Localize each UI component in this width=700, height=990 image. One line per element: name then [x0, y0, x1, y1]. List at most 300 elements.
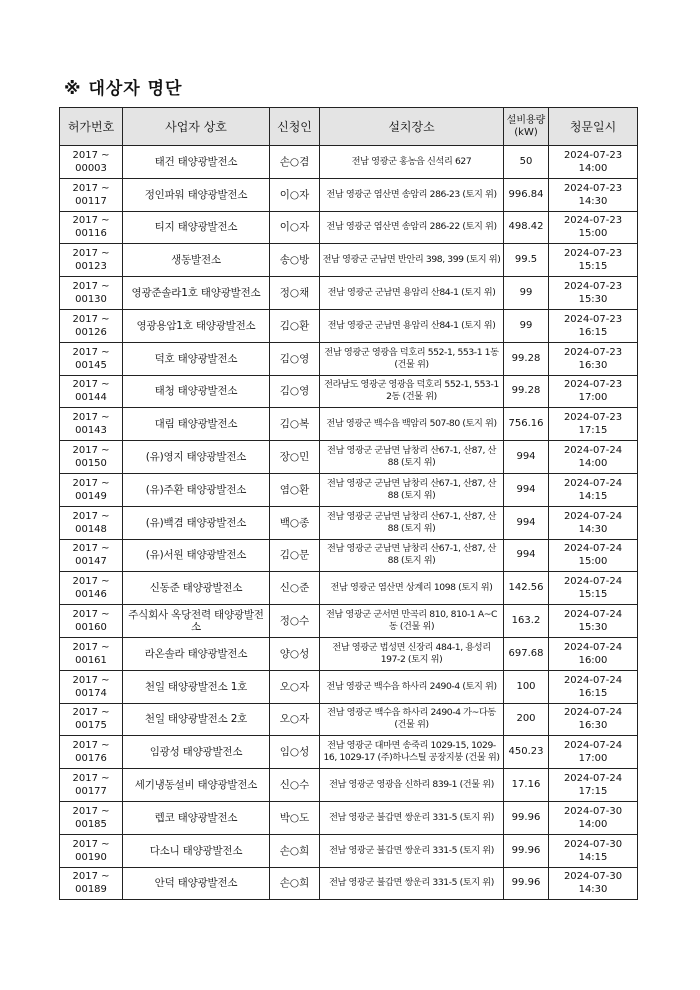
business-name-cell — [123, 769, 270, 802]
permit-year: 2017 ~ — [72, 248, 110, 260]
location-text: 전남 영광군 영광읍 신하리 839-1 (건물 위) — [329, 779, 494, 791]
permit-number-cell — [60, 769, 123, 802]
applicant-name: 김○환 — [279, 319, 310, 332]
business-name: 천일 태양광발전소 1호 — [144, 680, 248, 693]
capacity-value: 99.96 — [511, 811, 541, 823]
applicant-cell — [270, 146, 320, 179]
permit-number-cell — [60, 244, 123, 277]
table-row — [60, 801, 638, 834]
permit-year: 2017 ~ — [72, 215, 110, 227]
permit-number-cell — [60, 342, 123, 375]
hearing-datetime-cell — [549, 244, 638, 277]
applicant-name: 정○채 — [279, 287, 310, 300]
hearing-date: 2024-07-24 — [563, 510, 623, 522]
location-cell — [320, 703, 504, 736]
capacity-value: 994 — [516, 483, 536, 495]
location-cell — [320, 441, 504, 474]
target-list-table — [59, 107, 638, 900]
applicant-cell — [270, 277, 320, 310]
business-name: 티지 태양광발전소 — [154, 221, 238, 234]
applicant-cell — [270, 309, 320, 342]
permit-serial: 00117 — [75, 195, 107, 207]
location-cell — [320, 244, 504, 277]
hearing-datetime-cell — [549, 736, 638, 769]
applicant-cell — [270, 408, 320, 441]
hearing-time: 15:30 — [578, 622, 608, 634]
applicant-name: 오○자 — [279, 680, 310, 693]
hearing-date: 2024-07-23 — [563, 215, 623, 227]
capacity-value: 50 — [519, 155, 533, 167]
hearing-date: 2024-07-23 — [563, 149, 623, 161]
hearing-datetime-cell — [549, 178, 638, 211]
business-name-cell — [123, 277, 270, 310]
location-cell — [320, 867, 504, 900]
business-name-cell — [123, 178, 270, 211]
permit-year: 2017 ~ — [72, 445, 110, 457]
table-row — [60, 605, 638, 638]
permit-number-cell — [60, 146, 123, 179]
permit-serial: 00185 — [75, 818, 107, 830]
applicant-name: 김○영 — [279, 352, 310, 365]
business-name-cell — [123, 309, 270, 342]
hearing-time: 14:15 — [578, 490, 608, 502]
permit-year: 2017 ~ — [72, 182, 110, 194]
hearing-datetime-cell — [549, 309, 638, 342]
capacity-value: 142.56 — [508, 582, 544, 594]
business-name-cell — [123, 342, 270, 375]
business-name: 정인파워 태양광발전소 — [144, 188, 248, 201]
capacity-cell — [504, 408, 549, 441]
table-row — [60, 277, 638, 310]
capacity-cell — [504, 605, 549, 638]
capacity-cell — [504, 801, 549, 834]
permit-number-cell — [60, 309, 123, 342]
capacity-value: 99.28 — [511, 385, 541, 397]
header-capacity — [504, 108, 549, 146]
hearing-datetime-cell — [549, 801, 638, 834]
location-cell — [320, 769, 504, 802]
business-name-cell — [123, 834, 270, 867]
hearing-time: 16:00 — [578, 654, 608, 666]
hearing-date: 2024-07-24 — [563, 674, 623, 686]
permit-year: 2017 ~ — [72, 576, 110, 588]
capacity-value: 498.42 — [508, 221, 544, 233]
hearing-date: 2024-07-24 — [563, 477, 623, 489]
business-name-cell — [123, 211, 270, 244]
applicant-name: 이○자 — [279, 188, 310, 201]
hearing-datetime-cell — [549, 605, 638, 638]
business-name: 영광용암1호 태양광발전소 — [136, 319, 256, 332]
business-name: (유)서원 태양광발전소 — [145, 549, 247, 562]
capacity-value: 200 — [516, 713, 536, 725]
permit-number-cell — [60, 834, 123, 867]
permit-number-cell — [60, 703, 123, 736]
capacity-value: 99.96 — [511, 844, 541, 856]
business-name: 태청 태양광발전소 — [154, 385, 238, 398]
applicant-name: 김○복 — [279, 418, 310, 431]
applicant-cell — [270, 736, 320, 769]
location-text: 전남 영광군 군남면 반안리 398, 399 (토지 위) — [322, 254, 501, 266]
permit-number-cell — [60, 506, 123, 539]
hearing-date: 2024-07-23 — [563, 412, 623, 424]
hearing-date: 2024-07-24 — [563, 543, 623, 555]
location-cell — [320, 342, 504, 375]
applicant-name: 손○겸 — [279, 155, 310, 168]
hearing-date: 2024-07-23 — [563, 379, 623, 391]
permit-year: 2017 ~ — [72, 313, 110, 325]
header-location: 설치장소 — [320, 108, 504, 146]
business-name-cell — [123, 572, 270, 605]
hearing-datetime-cell — [549, 703, 638, 736]
location-cell — [320, 178, 504, 211]
hearing-datetime-cell — [549, 342, 638, 375]
hearing-date: 2024-07-23 — [563, 346, 623, 358]
header-capacity-unit: (kW) — [514, 126, 538, 138]
permit-serial: 00003 — [75, 162, 107, 174]
permit-year: 2017 ~ — [72, 412, 110, 424]
business-name: 임광성 태양광발전소 — [149, 746, 243, 759]
hearing-time: 16:30 — [578, 720, 608, 732]
location-text: 전남 영광군 백수읍 하사리 2490-4 (토지 위) — [326, 680, 497, 692]
permit-number-cell — [60, 670, 123, 703]
applicant-name: 손○희 — [279, 877, 310, 890]
hearing-datetime-cell — [549, 867, 638, 900]
hearing-time: 17:15 — [578, 425, 608, 437]
applicant-cell — [270, 342, 320, 375]
capacity-cell — [504, 375, 549, 408]
table-row — [60, 408, 638, 441]
applicant-cell — [270, 769, 320, 802]
permit-year: 2017 ~ — [72, 346, 110, 358]
capacity-value: 99 — [519, 287, 533, 299]
hearing-datetime-cell — [549, 769, 638, 802]
applicant-name: 김○영 — [279, 385, 310, 398]
table-row — [60, 146, 638, 179]
business-name-cell — [123, 506, 270, 539]
capacity-cell — [504, 834, 549, 867]
business-name-cell — [123, 146, 270, 179]
permit-number-cell — [60, 572, 123, 605]
capacity-value: 450.23 — [508, 746, 544, 758]
applicant-cell — [270, 834, 320, 867]
capacity-value: 99.5 — [514, 254, 538, 266]
table-row — [60, 637, 638, 670]
capacity-cell — [504, 342, 549, 375]
permit-number-cell — [60, 867, 123, 900]
hearing-time: 14:15 — [578, 851, 608, 863]
location-cell — [320, 736, 504, 769]
business-name-cell — [123, 408, 270, 441]
permit-year: 2017 ~ — [72, 805, 110, 817]
hearing-time: 15:30 — [578, 294, 608, 306]
permit-number-cell — [60, 277, 123, 310]
capacity-value: 17.16 — [511, 779, 541, 791]
header-business-name: 사업자 상호 — [123, 108, 270, 146]
capacity-cell — [504, 473, 549, 506]
hearing-time: 14:30 — [578, 884, 608, 896]
hearing-time: 14:30 — [578, 523, 608, 535]
permit-serial: 00143 — [75, 425, 107, 437]
permit-number-cell — [60, 605, 123, 638]
table-row — [60, 867, 638, 900]
permit-year: 2017 ~ — [72, 871, 110, 883]
applicant-name: 임○성 — [279, 746, 310, 759]
hearing-time: 16:15 — [578, 326, 608, 338]
table-row — [60, 473, 638, 506]
header-permit-number: 허가번호 — [60, 108, 123, 146]
applicant-cell — [270, 539, 320, 572]
location-cell — [320, 670, 504, 703]
applicant-name: 손○희 — [279, 844, 310, 857]
capacity-cell — [504, 244, 549, 277]
permit-serial: 00130 — [75, 294, 107, 306]
permit-serial: 00149 — [75, 490, 107, 502]
capacity-cell — [504, 277, 549, 310]
capacity-cell — [504, 146, 549, 179]
capacity-value: 756.16 — [508, 418, 544, 430]
table-row — [60, 769, 638, 802]
location-cell — [320, 408, 504, 441]
hearing-datetime-cell — [549, 506, 638, 539]
business-name: 주식회사 옥당전력 태양광발전소 — [128, 609, 264, 634]
capacity-cell — [504, 670, 549, 703]
permit-year: 2017 ~ — [72, 641, 110, 653]
capacity-cell — [504, 506, 549, 539]
applicant-name: 정○수 — [279, 615, 310, 628]
capacity-value: 994 — [516, 516, 536, 528]
permit-number-cell — [60, 473, 123, 506]
applicant-name: 신○준 — [279, 582, 310, 595]
capacity-value: 99 — [519, 319, 533, 331]
capacity-cell — [504, 309, 549, 342]
hearing-time: 14:00 — [578, 162, 608, 174]
applicant-name: 박○도 — [279, 811, 310, 824]
permit-number-cell — [60, 801, 123, 834]
hearing-datetime-cell — [549, 211, 638, 244]
permit-number-cell — [60, 211, 123, 244]
hearing-date: 2024-07-30 — [563, 838, 623, 850]
hearing-date: 2024-07-30 — [563, 805, 623, 817]
permit-year: 2017 ~ — [72, 543, 110, 555]
hearing-time: 14:00 — [578, 458, 608, 470]
location-text: 전남 영광군 군남면 용암리 산84-1 (토지 위) — [327, 287, 496, 299]
applicant-name: 신○수 — [279, 779, 310, 792]
hearing-time: 15:15 — [578, 589, 608, 601]
capacity-value: 99.96 — [511, 877, 541, 889]
permit-serial: 00126 — [75, 326, 107, 338]
table-row — [60, 375, 638, 408]
permit-year: 2017 ~ — [72, 740, 110, 752]
applicant-cell — [270, 801, 320, 834]
location-text: 전남 영광군 군서면 만곡리 810, 810-1 A~C동 (건물 위) — [325, 609, 498, 633]
hearing-date: 2024-07-23 — [563, 182, 623, 194]
business-name: 신동준 태양광발전소 — [149, 582, 243, 595]
business-name: (유)백겸 태양광발전소 — [145, 516, 247, 529]
header-applicant: 신청인 — [270, 108, 320, 146]
applicant-name: 이○자 — [279, 221, 310, 234]
business-name-cell — [123, 637, 270, 670]
hearing-datetime-cell — [549, 441, 638, 474]
business-name: 영광준솔라1호 태양광발전소 — [131, 287, 261, 300]
capacity-cell — [504, 572, 549, 605]
table-row — [60, 506, 638, 539]
location-cell — [320, 277, 504, 310]
table-row — [60, 539, 638, 572]
location-text: 전남 영광군 홍농읍 신석리 627 — [351, 155, 472, 167]
permit-serial: 00123 — [75, 261, 107, 273]
permit-serial: 00189 — [75, 884, 107, 896]
permit-serial: 00145 — [75, 359, 107, 371]
location-text: 전남 영광군 백수읍 하사리 2490-4 가~다동 (건물 위) — [327, 707, 496, 731]
permit-year: 2017 ~ — [72, 609, 110, 621]
permit-year: 2017 ~ — [72, 707, 110, 719]
permit-serial: 00160 — [75, 622, 107, 634]
capacity-cell — [504, 867, 549, 900]
table-row — [60, 244, 638, 277]
hearing-date: 2024-07-24 — [563, 609, 623, 621]
location-cell — [320, 211, 504, 244]
permit-serial: 00176 — [75, 753, 107, 765]
table-row — [60, 572, 638, 605]
hearing-datetime-cell — [549, 834, 638, 867]
hearing-datetime-cell — [549, 375, 638, 408]
hearing-date: 2024-07-23 — [563, 281, 623, 293]
hearing-time: 14:00 — [578, 818, 608, 830]
business-name: 세기냉동설비 태양광발전소 — [134, 779, 258, 792]
business-name: 렙코 태양광발전소 — [154, 811, 238, 824]
capacity-cell — [504, 736, 549, 769]
hearing-time: 17:00 — [578, 392, 608, 404]
location-text: 전남 영광군 불갑면 쌍운리 331-5 (토지 위) — [329, 844, 494, 856]
business-name-cell — [123, 375, 270, 408]
hearing-date: 2024-07-23 — [563, 313, 623, 325]
applicant-cell — [270, 375, 320, 408]
business-name-cell — [123, 441, 270, 474]
permit-serial: 00190 — [75, 851, 107, 863]
applicant-cell — [270, 867, 320, 900]
permit-year: 2017 ~ — [72, 379, 110, 391]
hearing-date: 2024-07-24 — [563, 707, 623, 719]
table-row — [60, 178, 638, 211]
hearing-time: 15:00 — [578, 556, 608, 568]
business-name-cell — [123, 670, 270, 703]
location-cell — [320, 309, 504, 342]
location-text: 전남 영광군 염산면 상계리 1098 (토지 위) — [330, 582, 493, 594]
location-cell — [320, 146, 504, 179]
business-name: (유)주환 태양광발전소 — [145, 483, 247, 496]
location-cell — [320, 637, 504, 670]
applicant-cell — [270, 211, 320, 244]
capacity-cell — [504, 539, 549, 572]
location-cell — [320, 801, 504, 834]
applicant-cell — [270, 506, 320, 539]
hearing-datetime-cell — [549, 473, 638, 506]
hearing-time: 14:30 — [578, 195, 608, 207]
capacity-cell — [504, 637, 549, 670]
permit-number-cell — [60, 539, 123, 572]
table-row — [60, 342, 638, 375]
hearing-time: 16:30 — [578, 359, 608, 371]
capacity-value: 994 — [516, 451, 536, 463]
table-row — [60, 441, 638, 474]
business-name-cell — [123, 867, 270, 900]
hearing-time: 16:15 — [578, 687, 608, 699]
hearing-date: 2024-07-24 — [563, 740, 623, 752]
applicant-cell — [270, 605, 320, 638]
applicant-name: 염○환 — [279, 483, 310, 496]
table-row — [60, 703, 638, 736]
business-name: 다소니 태양광발전소 — [149, 844, 243, 857]
location-text: 전남 영광군 불갑면 쌍운리 331-5 (토지 위) — [329, 877, 494, 889]
permit-year: 2017 ~ — [72, 477, 110, 489]
permit-year: 2017 ~ — [72, 674, 110, 686]
business-name-cell — [123, 244, 270, 277]
location-text: 전남 영광군 군남면 남창리 산67-1, 산87, 산88 (토지 위) — [327, 510, 496, 534]
permit-serial: 00146 — [75, 589, 107, 601]
business-name: (유)영지 태양광발전소 — [145, 451, 247, 464]
location-text: 전남 영광군 대마면 송죽리 1029-15, 1029-16, 1029-17 (주)하나스틸 공장지붕 (건물 위) — [323, 740, 500, 764]
capacity-value: 994 — [516, 549, 536, 561]
business-name: 라온솔라 태양광발전소 — [144, 647, 248, 660]
capacity-cell — [504, 178, 549, 211]
location-text: 전남 영광군 군남면 용암리 산84-1 (토지 위) — [327, 319, 496, 331]
permit-serial: 00175 — [75, 720, 107, 732]
business-name: 대림 태양광발전소 — [154, 418, 238, 431]
hearing-datetime-cell — [549, 277, 638, 310]
business-name: 생동발전소 — [171, 254, 221, 267]
capacity-value: 697.68 — [508, 647, 544, 659]
hearing-date: 2024-07-23 — [563, 248, 623, 260]
applicant-cell — [270, 441, 320, 474]
hearing-time: 17:00 — [578, 753, 608, 765]
applicant-name: 김○문 — [279, 549, 310, 562]
permit-number-cell — [60, 178, 123, 211]
capacity-cell — [504, 769, 549, 802]
hearing-datetime-cell — [549, 408, 638, 441]
header-hearing-datetime: 청문일시 — [549, 108, 638, 146]
location-cell — [320, 572, 504, 605]
table-row — [60, 211, 638, 244]
permit-number-cell — [60, 408, 123, 441]
hearing-datetime-cell — [549, 670, 638, 703]
hearing-date: 2024-07-30 — [563, 871, 623, 883]
location-cell — [320, 834, 504, 867]
capacity-cell — [504, 441, 549, 474]
location-cell — [320, 506, 504, 539]
applicant-name: 백○종 — [279, 516, 310, 529]
location-text: 전남 영광군 영광읍 덕호리 552-1, 553-1 1동 (건물 위) — [324, 346, 499, 370]
applicant-cell — [270, 178, 320, 211]
applicant-cell — [270, 572, 320, 605]
location-cell — [320, 375, 504, 408]
location-text: 전남 영광군 군남면 남창리 산67-1, 산87, 산88 (토지 위) — [327, 543, 496, 567]
location-text: 전남 영광군 군남면 남창리 산67-1, 산87, 산88 (토지 위) — [327, 477, 496, 501]
hearing-time: 17:15 — [578, 786, 608, 798]
permit-serial: 00116 — [75, 228, 107, 240]
applicant-name: 송○방 — [279, 254, 310, 267]
applicant-cell — [270, 473, 320, 506]
hearing-datetime-cell — [549, 539, 638, 572]
hearing-datetime-cell — [549, 146, 638, 179]
permit-year: 2017 ~ — [72, 149, 110, 161]
location-text: 전남 영광군 염산면 송암리 286-22 (토지 위) — [326, 221, 497, 233]
location-cell — [320, 605, 504, 638]
hearing-date: 2024-07-24 — [563, 445, 623, 457]
applicant-name: 장○민 — [279, 451, 310, 464]
capacity-value: 163.2 — [511, 615, 541, 627]
applicant-name: 양○성 — [279, 647, 310, 660]
table-row — [60, 670, 638, 703]
